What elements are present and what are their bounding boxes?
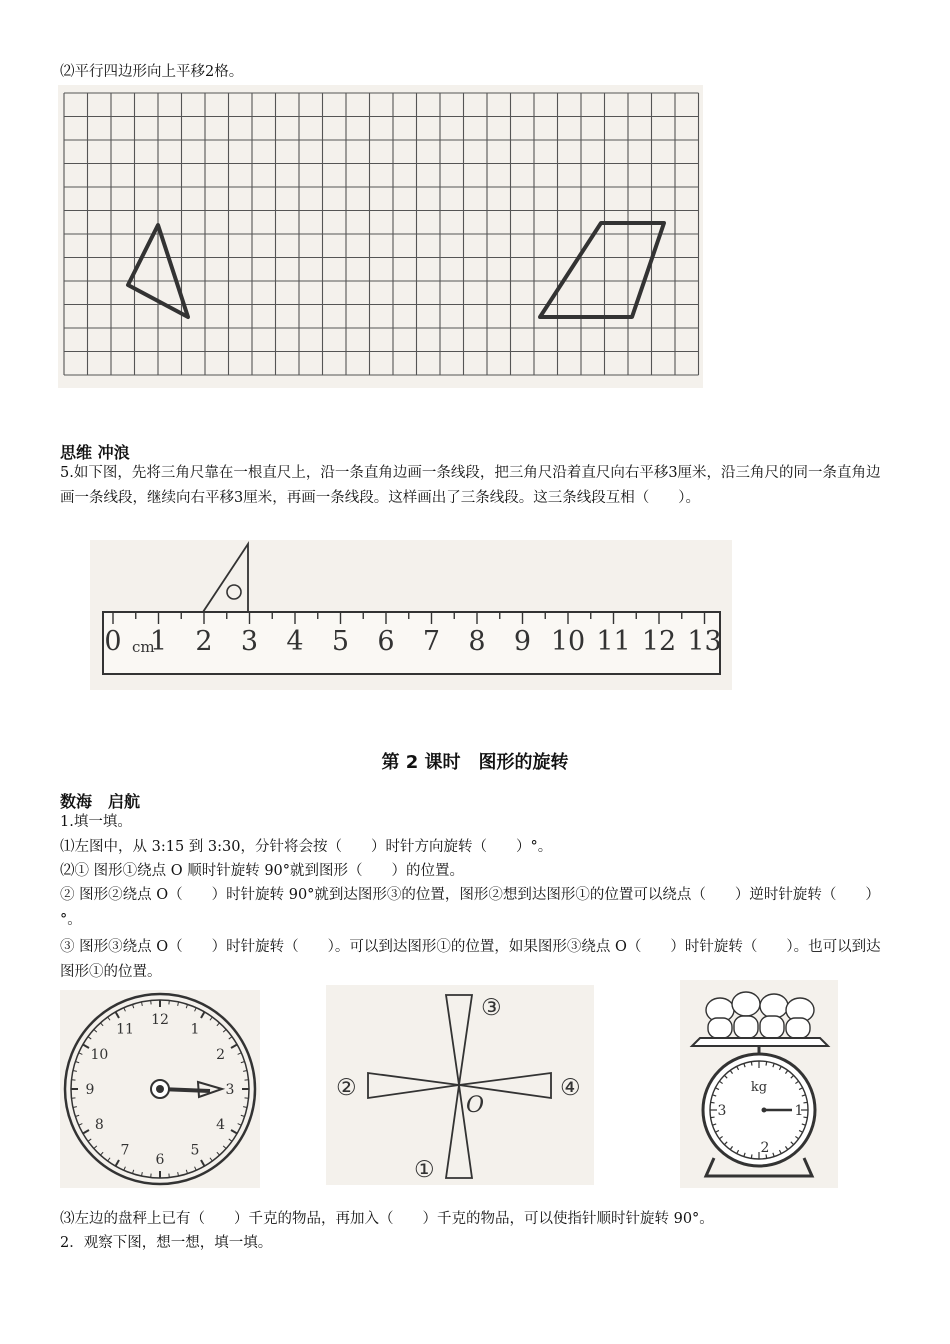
scale-number-3: 3 — [717, 1103, 727, 1119]
ruler-tick-label: 8 — [468, 626, 486, 657]
scale-tick — [803, 1102, 807, 1103]
scale-number-2: 2 — [760, 1140, 770, 1156]
ruler-tick-label: 4 — [286, 626, 304, 657]
ruler-figure — [90, 540, 732, 690]
pinwheel-figure — [326, 985, 594, 1185]
scale-tick — [711, 1102, 715, 1103]
clock-number: 10 — [90, 1047, 109, 1063]
clock-number: 2 — [216, 1047, 226, 1063]
question-1-3: ⑶左边的盘秤上已有（ ）千克的物品，再加入（ ）千克的物品，可以使指针顺时针旋转 90°。 — [60, 1211, 714, 1227]
pinwheel-label-3: ③ — [481, 995, 502, 1021]
clock-number: 6 — [155, 1152, 165, 1168]
scale-number-1: 1 — [794, 1103, 804, 1119]
pinwheel-label-4: ④ — [560, 1075, 581, 1101]
clock-number: 3 — [225, 1082, 235, 1098]
ruler-tick-label: 13 — [687, 626, 722, 657]
ruler-tick-label: 7 — [422, 626, 441, 657]
question-1-2a: ⑵① 图形①绕点 O 顺时针旋转 90°就到图形（ ）的位置。 — [60, 863, 465, 879]
ruler-tick-label: 12 — [641, 626, 677, 657]
clock-number: 11 — [116, 1021, 134, 1038]
scale-tick — [711, 1117, 715, 1118]
clock-number: 12 — [151, 1012, 169, 1028]
ruler-tick-label: 6 — [377, 626, 395, 657]
section-heading-thinking: 思维 冲浪 — [60, 443, 130, 462]
ruler-unit-label: cm — [132, 638, 155, 656]
clock-number: 8 — [94, 1117, 104, 1133]
scale-tick — [803, 1117, 807, 1118]
question-1-head: 1.填一填。 — [60, 814, 132, 830]
ruler-tick-label: 1 — [149, 626, 168, 657]
scale-tick — [751, 1062, 752, 1066]
ruler-tick-label: 9 — [513, 626, 532, 657]
ruler-tick-label: 5 — [331, 626, 350, 657]
pinwheel-label-2: ② — [336, 1075, 357, 1101]
scale-tick — [766, 1062, 767, 1066]
lesson-title: 第 2 课时 图形的旋转 — [381, 752, 569, 773]
question-5-text: 5.如下图，先将三角尺靠在一根直尺上，沿一条直角边画一条线段，把三角尺沿着直尺向右平移3厘米，沿三角尺的同一条直角边画一条线段，继续向右平移3厘米，再画一条线段。这样画出了三条线段。这三条线段互相（ ）。 — [60, 465, 881, 506]
ruler-tick-label: 10 — [550, 626, 586, 657]
pinwheel-label-1: ① — [414, 1157, 435, 1183]
q2-instruction: ⑵平行四边形向上平移2格。 — [60, 64, 244, 80]
question-2-head: 2．观察下图，想一想，填一填。 — [60, 1235, 273, 1251]
clock-figure — [60, 990, 260, 1188]
ruler-tick-label: 2 — [195, 626, 213, 657]
ruler-tick-label: 3 — [240, 626, 259, 657]
clock-number: 7 — [120, 1142, 130, 1159]
ruler-tick-label: 11 — [596, 626, 631, 657]
ruler-tick-label: 0 — [104, 626, 122, 657]
pinwheel-center-o: O — [466, 1093, 485, 1118]
clock-number: 5 — [190, 1142, 200, 1159]
scale-tick — [751, 1154, 752, 1158]
question-1-1: ⑴左图中，从 3:15 到 3:30，分针将会按（ ）时针方向旋转（ ）°。 — [60, 839, 553, 855]
question-1-2c: ③ 图形③绕点 O（ ）时针旋转（ ）。可以到达图形①的位置，如果图形③绕点 O（ ）时针旋转（ ）。也可以到达图形①的位置。 — [60, 939, 881, 980]
grid-figure — [58, 85, 703, 388]
clock-number: 1 — [190, 1021, 200, 1038]
scale-figure — [680, 980, 838, 1188]
scale-unit-label: kg — [750, 1080, 768, 1095]
clock-number: 9 — [85, 1082, 95, 1098]
question-1-2b: ② 图形②绕点 O（ ）时针旋转 90°就到达图形③的位置，图形②想到达图形①的位置可以绕点（ ）逆时针旋转（ ）°。 — [60, 887, 880, 928]
section-heading-numsea: 数海 启航 — [60, 792, 141, 811]
clock-number: 4 — [216, 1117, 226, 1133]
